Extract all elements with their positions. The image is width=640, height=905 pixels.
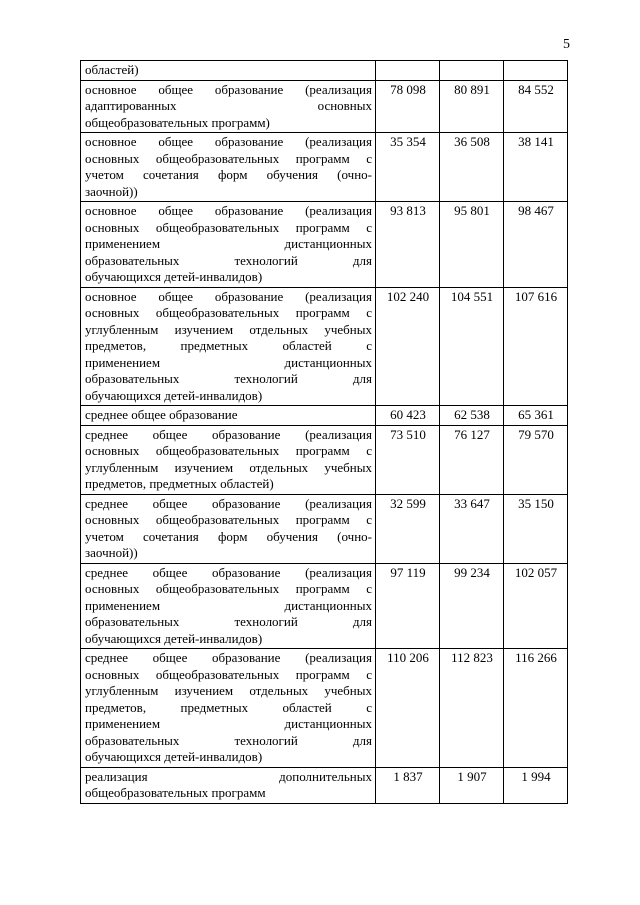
description-line: среднее общее образование (реализация: [85, 564, 372, 580]
row-description: [81, 767, 376, 803]
value-cell-2: 33 647: [440, 494, 504, 563]
value-cell-2: 76 127: [440, 425, 504, 494]
value-cell-3: 107 616: [504, 287, 568, 406]
table-row: [81, 202, 568, 288]
description-line: образовательных технологий для: [85, 614, 372, 629]
description-line: применением дистанционных: [85, 597, 372, 613]
value-cell-3: 116 266: [504, 649, 568, 768]
description-line: заочной)): [85, 545, 138, 560]
table-row: [81, 767, 568, 803]
description-line: основных общеобразовательных программ с: [85, 512, 372, 527]
row-description: [81, 80, 376, 133]
description-line: образовательных технологий для: [85, 371, 372, 386]
description-line: основное общее образование (реализация: [85, 203, 372, 218]
table-row: [81, 287, 568, 406]
row-description: [81, 649, 376, 768]
description-line: углубленным изучением отдельных учебных: [85, 321, 372, 337]
table-row: [81, 406, 568, 426]
description-line: основных общеобразовательных программ с: [85, 150, 372, 166]
row-description: [81, 563, 376, 649]
value-cell-2: 80 891: [440, 80, 504, 133]
value-cell-1: 93 813: [376, 202, 440, 288]
description-line: общеобразовательных программ: [85, 785, 266, 800]
value-cell-3: 35 150: [504, 494, 568, 563]
description-line: применением дистанционных: [85, 236, 372, 251]
value-cell-2: 36 508: [440, 133, 504, 202]
description-line: обучающихся детей-инвалидов): [85, 269, 263, 284]
table-row: [81, 494, 568, 563]
value-cell-1: 32 599: [376, 494, 440, 563]
table-row: [81, 133, 568, 202]
value-cell-2: 62 538: [440, 406, 504, 426]
description-line: применением дистанционных: [85, 354, 372, 370]
value-cell-2: [440, 61, 504, 81]
value-cell-3: 102 057: [504, 563, 568, 649]
value-cell-3: 79 570: [504, 425, 568, 494]
description-line: среднее общее образование (реализация: [85, 495, 372, 511]
table-row: [81, 80, 568, 133]
description-line: обучающихся детей-инвалидов): [85, 749, 263, 764]
description-line: среднее общее образование (реализация: [85, 650, 372, 665]
description-line: учетом сочетания форм обучения (очно-: [85, 528, 372, 544]
description-line: предметов, предметных областей): [85, 476, 274, 491]
row-description: [81, 202, 376, 288]
value-cell-2: 99 234: [440, 563, 504, 649]
value-cell-3: 84 552: [504, 80, 568, 133]
description-line: областей): [85, 62, 139, 77]
description-line: общеобразовательных программ): [85, 114, 270, 130]
row-description: [81, 406, 376, 426]
description-line: основное общее образование (реализация: [85, 134, 372, 149]
value-cell-3: 38 141: [504, 133, 568, 202]
description-line: применением дистанционных: [85, 716, 372, 731]
description-line: среднее общее образование: [85, 407, 238, 422]
row-description: [81, 287, 376, 406]
description-line: предметов, предметных областей с: [85, 338, 372, 353]
description-line: образовательных технологий для: [85, 732, 372, 748]
description-line: основное общее образование (реализация: [85, 288, 372, 304]
value-cell-1: 73 510: [376, 425, 440, 494]
description-line: углубленным изучением отдельных учебных: [85, 459, 372, 475]
description-line: основных общеобразовательных программ с: [85, 581, 372, 596]
row-description: [81, 425, 376, 494]
row-description: [81, 494, 376, 563]
value-cell-3: [504, 61, 568, 81]
row-description: [81, 61, 376, 81]
description-line: заочной)): [85, 183, 138, 199]
description-line: реализация дополнительных: [85, 768, 372, 784]
description-line: углубленным изучением отдельных учебных: [85, 683, 372, 698]
description-line: обучающихся детей-инвалидов): [85, 387, 263, 403]
description-line: основных общеобразовательных программ с: [85, 443, 372, 458]
description-line: основное общее образование (реализация: [85, 81, 372, 97]
description-line: основных общеобразовательных программ с: [85, 666, 372, 682]
value-cell-1: 1 837: [376, 767, 440, 803]
value-cell-2: 1 907: [440, 767, 504, 803]
table-row: [81, 425, 568, 494]
value-cell-3: 98 467: [504, 202, 568, 288]
value-cell-1: 97 119: [376, 563, 440, 649]
table-row: [81, 61, 568, 81]
table-row: [81, 563, 568, 649]
funding-table: [80, 60, 568, 804]
description-line: образовательных технологий для: [85, 252, 372, 268]
page-number: 5: [563, 37, 570, 52]
value-cell-1: [376, 61, 440, 81]
value-cell-1: 60 423: [376, 406, 440, 426]
value-cell-1: 110 206: [376, 649, 440, 768]
value-cell-1: 102 240: [376, 287, 440, 406]
table-body: [81, 61, 568, 804]
description-line: адаптированных основных: [85, 98, 372, 113]
description-line: предметов, предметных областей с: [85, 699, 372, 715]
value-cell-1: 78 098: [376, 80, 440, 133]
value-cell-2: 112 823: [440, 649, 504, 768]
value-cell-2: 95 801: [440, 202, 504, 288]
value-cell-1: 35 354: [376, 133, 440, 202]
description-line: обучающихся детей-инвалидов): [85, 630, 263, 646]
row-description: [81, 133, 376, 202]
table-row: [81, 649, 568, 768]
value-cell-3: 1 994: [504, 767, 568, 803]
value-cell-3: 65 361: [504, 406, 568, 426]
description-line: учетом сочетания форм обучения (очно-: [85, 167, 372, 182]
description-line: основных общеобразовательных программ с: [85, 305, 372, 320]
value-cell-2: 104 551: [440, 287, 504, 406]
description-line: основных общеобразовательных программ с: [85, 219, 372, 235]
description-line: среднее общее образование (реализация: [85, 426, 372, 442]
